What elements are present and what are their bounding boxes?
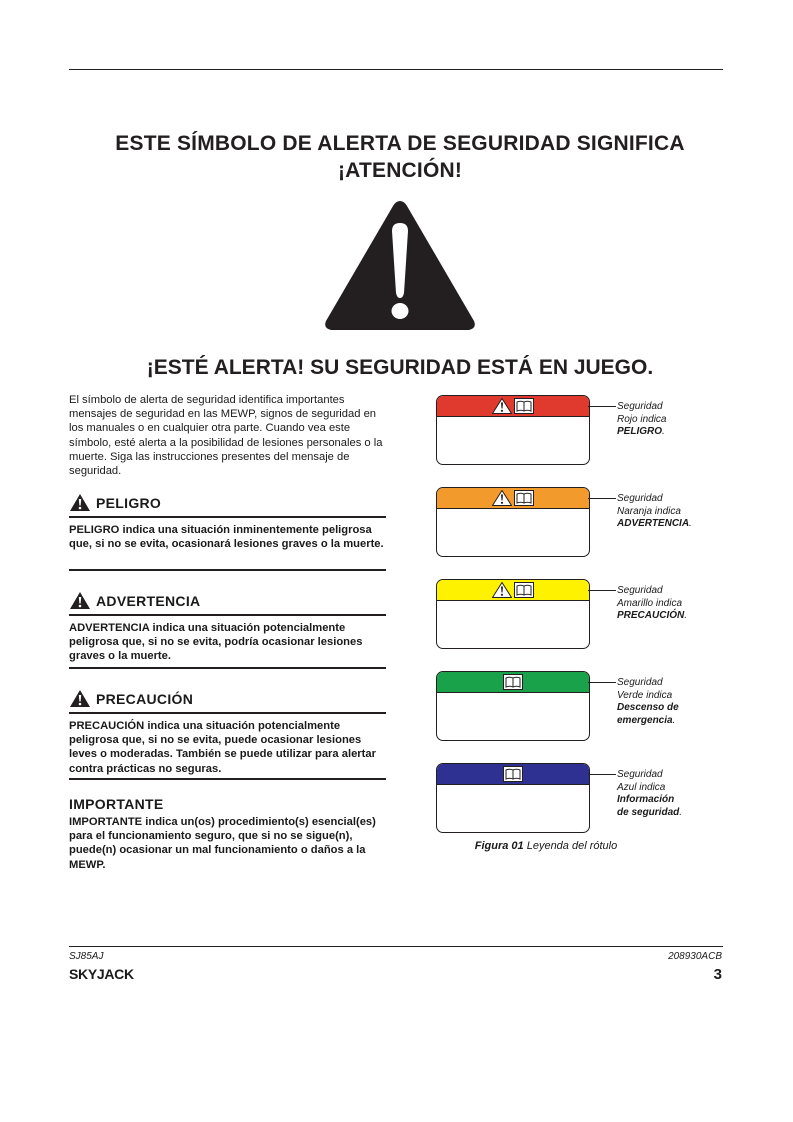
caption-line: Verde indica <box>617 689 673 701</box>
slogan: ¡ESTÉ ALERTA! SU SEGURIDAD ESTÁ EN JUEGO. <box>146 356 654 379</box>
danger-heading <box>69 493 161 512</box>
safety-label-sample <box>436 763 590 833</box>
warning-heading-label: ADVERTENCIA <box>96 592 201 609</box>
label-caption <box>617 677 679 727</box>
caption-line: Amarillo indica <box>617 597 683 609</box>
caption-line: Seguridad <box>617 769 663 780</box>
figure-caption-text: Leyenda del rótulo <box>523 840 618 852</box>
caption-meaning: PELIGRO. <box>617 426 665 437</box>
manual-book-icon <box>514 490 534 506</box>
manual-book-icon <box>514 582 534 598</box>
danger-description <box>69 523 389 551</box>
alert-triangle-icon <box>492 582 512 598</box>
label-color-band <box>437 396 589 417</box>
model-number: SJ85AJ <box>69 951 104 962</box>
figure-caption <box>436 840 656 852</box>
top-rule <box>69 69 723 70</box>
caption-line: Rojo indica <box>617 413 667 425</box>
leader-line <box>588 406 616 407</box>
label-caption <box>617 401 666 439</box>
divider <box>69 569 386 571</box>
caption-line: Seguridad <box>617 493 663 504</box>
caption-meaning: Información <box>617 794 675 805</box>
danger-keyword: PELIGRO <box>69 524 120 536</box>
alert-triangle-icon <box>492 398 512 414</box>
leader-line <box>588 682 616 683</box>
divider <box>69 667 386 669</box>
alert-triangle-icon <box>69 493 91 512</box>
alert-triangle-icon <box>69 591 91 610</box>
caption-line: Seguridad <box>617 677 663 688</box>
warning-description <box>69 621 389 664</box>
skyjack-logo: SKYJACK <box>69 966 134 982</box>
intro-paragraph: El símbolo de alerta de seguridad identifica importantes mensajes de seguridad en las MEWP, signos de seguridad en los manuales o en cualquier otra parte. Cuando vea este símbolo, esté alerta a la posibilidad de lesiones personales o la muerte. Siga las instrucciones presentes del mensaje de seguridad. <box>69 394 383 478</box>
label-caption <box>617 769 682 819</box>
page-title <box>60 130 740 184</box>
document-number: 208930ACB <box>668 951 722 962</box>
important-text: indica un(os) procedimiento(s) esencial(es) para el funcionamiento seguro, que si no se sigue(n), puede(n) ocasionar un mal funcionamiento o daños a la MEWP. <box>69 816 376 871</box>
caption-line: Seguridad <box>617 401 663 412</box>
caution-text: indica una situación potencialmente peligrosa que, si no se evita, puede ocasionar lesiones leves o moderadas. También se puede utilizar para alertar contra prácticas no seguras. <box>69 720 376 775</box>
label-color-band <box>437 488 589 509</box>
danger-text: indica una situación inminentemente peligrosa que, si no se evita, ocasionará lesiones graves o la muerte. <box>69 524 384 551</box>
caution-description <box>69 719 389 776</box>
divider <box>69 712 386 714</box>
caption-meaning: de seguridad. <box>617 806 683 818</box>
title-line-1: ESTE SÍMBOLO DE ALERTA DE SEGURIDAD SIGNIFICA <box>115 132 685 155</box>
caution-heading-label: PRECAUCIÓN <box>96 690 194 707</box>
safety-label-sample <box>436 395 590 465</box>
divider <box>69 778 386 780</box>
footer-rule <box>69 946 723 947</box>
leader-line <box>588 774 616 775</box>
danger-heading-label: PELIGRO <box>96 494 162 511</box>
caption-meaning: Descenso de <box>617 702 679 713</box>
caption-line: Naranja indica <box>617 505 681 517</box>
divider <box>69 614 386 616</box>
safety-label-sample <box>436 487 590 557</box>
warning-keyword: ADVERTENCIA <box>69 622 150 634</box>
label-color-band <box>437 580 589 601</box>
caption-meaning: emergencia. <box>617 714 676 726</box>
label-color-band <box>437 764 589 785</box>
safety-label-sample <box>436 671 590 741</box>
title-line-2: ¡ATENCIÓN! <box>337 159 463 182</box>
leader-line <box>588 590 616 591</box>
manual-book-icon <box>503 674 523 690</box>
caption-line: Seguridad <box>617 585 663 596</box>
manual-book-icon <box>503 766 523 782</box>
caution-heading <box>69 689 193 708</box>
important-heading: IMPORTANTE <box>69 796 164 812</box>
figure-label: Figura 01 <box>474 840 524 852</box>
divider <box>69 516 386 518</box>
caption-meaning: ADVERTENCIA. <box>617 518 692 529</box>
important-keyword: IMPORTANTE <box>69 816 143 828</box>
safety-alert-icon <box>322 197 478 334</box>
safety-label-sample <box>436 579 590 649</box>
important-description <box>69 815 389 872</box>
leader-line <box>588 498 616 499</box>
alert-triangle-icon <box>492 490 512 506</box>
label-caption <box>617 493 692 531</box>
warning-heading <box>69 591 200 610</box>
alert-triangle-icon <box>69 689 91 708</box>
caption-meaning: PRECAUCIÓN. <box>617 610 688 621</box>
page-number: 3 <box>713 966 722 983</box>
warning-text: indica una situación potencialmente peligrosa que, si no se evita, podría ocasionar lesiones graves o la muerte. <box>69 622 363 663</box>
caution-keyword: PRECAUCIÓN <box>69 720 145 732</box>
caption-line: Azul indica <box>617 781 666 793</box>
label-color-band <box>437 672 589 693</box>
manual-book-icon <box>514 398 534 414</box>
label-caption <box>617 585 687 623</box>
